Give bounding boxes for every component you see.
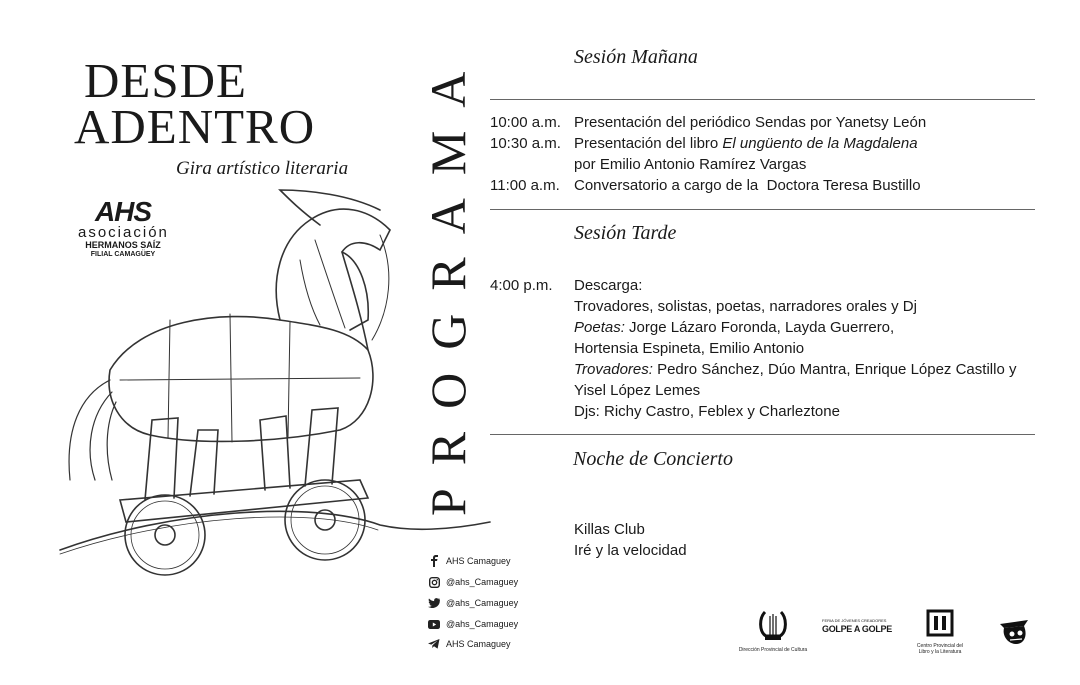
event-subtitle: Gira artístico literaria — [176, 158, 349, 179]
schedule-text — [574, 133, 918, 175]
social-instagram[interactable] — [428, 576, 518, 588]
schedule-text-prefix: Presentación del libro — [574, 135, 723, 152]
divider-2 — [490, 209, 1035, 210]
night-schedule — [574, 519, 687, 561]
trovadores-label: Trovadores: — [574, 361, 653, 378]
social-youtube[interactable] — [428, 618, 518, 630]
golpe-title: GOLPE A GOLPE — [822, 624, 892, 634]
schedule-text-author: por Emilio Antonio Ramírez Vargas — [574, 156, 807, 173]
schedule-text: Presentación del periódico Sendas por Yanetsy León — [574, 114, 927, 131]
afternoon-schedule — [490, 275, 1060, 422]
poets-line — [574, 317, 1016, 338]
schedule-row — [490, 133, 1050, 175]
trovadores-names: Pedro Sánchez, Dúo Mantra, Enrique López Castillo y — [652, 361, 1017, 378]
libro-caption: Centro Provincial del Libro y la Literatura — [916, 643, 964, 655]
programa-text: PROGRAMA — [420, 48, 476, 516]
social-label: AHS Camaguey — [446, 638, 511, 649]
golpe-a-golpe-logo — [822, 618, 900, 635]
programa-vertical-heading — [405, 40, 485, 520]
cultura-caption: Dirección Provincial de Cultura — [738, 647, 808, 653]
social-facebook[interactable] — [428, 555, 511, 567]
ahs-logo-mark: AHS — [94, 196, 152, 227]
poets-label: Poetas: — [574, 319, 625, 336]
night-line: Killas Club — [574, 521, 645, 538]
social-telegram[interactable] — [428, 638, 511, 650]
social-label: AHS Camaguey — [446, 555, 511, 566]
poets-names: Jorge Lázaro Foronda, Layda Guerrero, — [624, 319, 895, 336]
social-label: @ahs_Camaguey — [446, 618, 519, 629]
poets-line-2: Hortensia Espineta, Emilio Antonio — [574, 340, 805, 357]
afternoon-session-title: Sesión Tarde — [574, 222, 677, 244]
night-line: Iré y la velocidad — [574, 542, 687, 559]
schedule-row — [490, 175, 1050, 196]
ahs-logo-name-bold: HERMANOS SAÍZ — [85, 240, 161, 250]
social-twitter[interactable] — [428, 597, 518, 609]
schedule-time: 11:00 a.m. — [490, 177, 560, 194]
night-session-title: Noche de Concierto — [573, 448, 733, 470]
afternoon-details — [574, 275, 1016, 422]
social-label: @ahs_Camaguey — [446, 597, 519, 608]
morning-session-title: Sesión Mañana — [574, 46, 698, 68]
twitter-icon — [428, 597, 440, 609]
schedule-time: 10:30 a.m. — [490, 135, 561, 152]
event-title-line1: DESDE — [84, 53, 247, 108]
book-title: El ungüento de la Magdalena — [722, 135, 918, 152]
centro-libro-logo — [912, 608, 968, 655]
djs-line: Djs: Richy Castro, Feblex y Charleztone — [574, 403, 840, 420]
cultura-logo — [736, 608, 810, 653]
ahs-logo-branch: FILIAL CAMAGÜEY — [90, 251, 156, 258]
trovadores-line — [574, 359, 1016, 380]
ahs-logo-name: asociación — [78, 224, 169, 241]
event-title-line2: ADENTRO — [74, 99, 316, 154]
telegram-icon — [428, 638, 440, 650]
schedule-time: 4:00 p.m. — [490, 277, 553, 294]
youtube-icon — [428, 618, 440, 630]
social-label: @ahs_Camaguey — [446, 576, 519, 587]
schedule-row — [490, 112, 1050, 133]
mascot-icon — [994, 610, 1034, 650]
trovadores-line-2: Yisel López Lemes — [574, 382, 701, 399]
book-icon — [925, 608, 955, 638]
divider-1 — [490, 99, 1035, 100]
schedule-text: Conversatorio a cargo de la Doctora Teresa Bustillo — [574, 177, 921, 194]
schedule-time: 10:00 a.m. — [490, 114, 561, 131]
afternoon-line: Descarga: — [574, 277, 643, 294]
morning-schedule — [490, 112, 1050, 196]
divider-3 — [490, 434, 1035, 435]
facebook-icon — [428, 555, 440, 567]
mascot-logo — [994, 610, 1034, 655]
instagram-icon — [428, 576, 440, 588]
lyre-icon — [756, 608, 790, 642]
golpe-top-caption: FERIA DE JÓVENES CREADORES — [822, 618, 887, 623]
afternoon-line: Trovadores, solistas, poetas, narradores orales y Dj — [574, 298, 917, 315]
